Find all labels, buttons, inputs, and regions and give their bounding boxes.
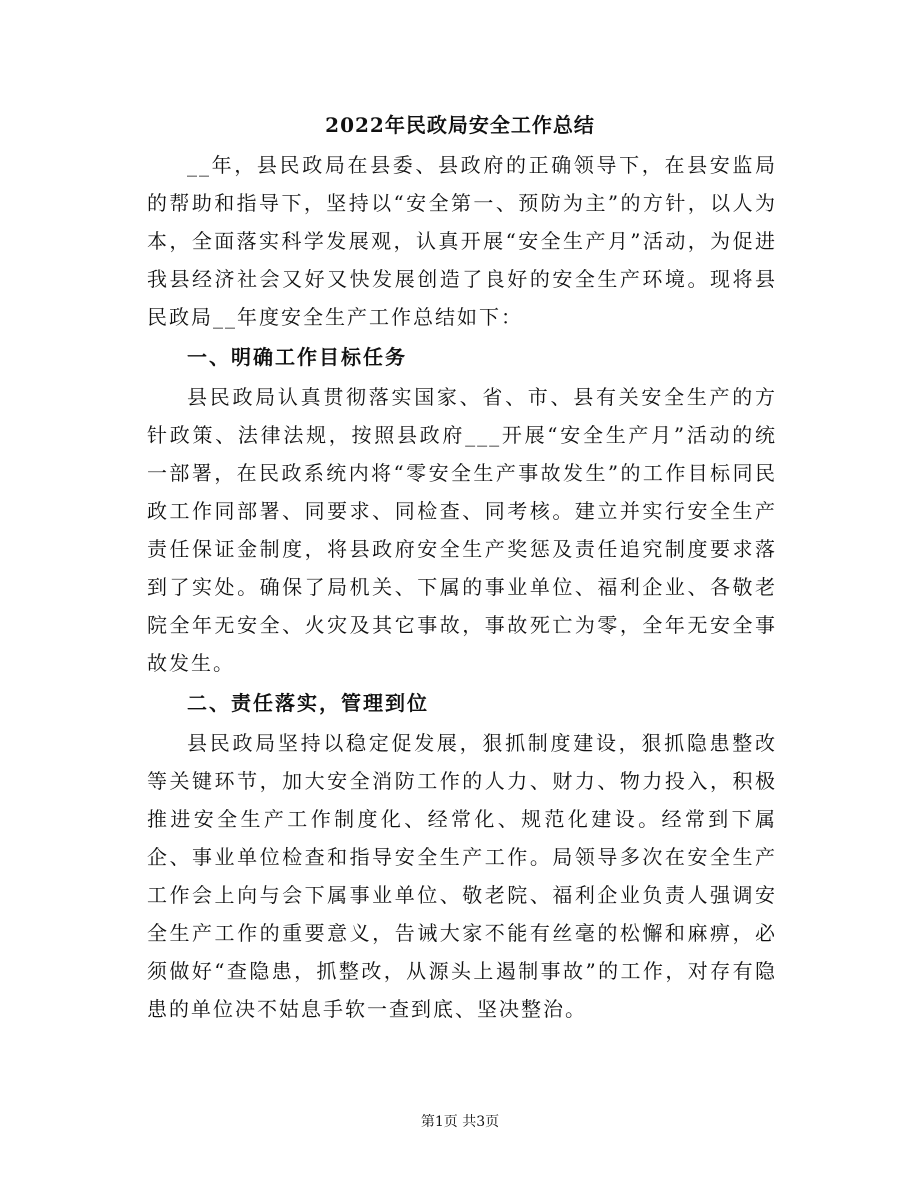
- section-heading-2: 二、责任落实，管理到位: [187, 691, 429, 715]
- document-body: [147, 146, 777, 1028]
- page-number-footer: 第1页 共3页: [420, 1114, 500, 1130]
- section-paragraph-2: 县民政局坚持以稳定促发展，狠抓制度建设，狠抓隐患整改等关键环节，加大安全消防工作的人力、财力、物力投入，积极推进安全生产工作制度化、经常化、规范化建设。经常到下属企、事业单位检查和指导安全生产工作。局领导多次在安全生产工作会上向与会下属事业单位、敬老院、福利企业负责人强调安全生产工作的重要意义，告诫大家不能有丝毫的松懈和麻痹，必须做好“查隐患，抓整改，从源头上遏制事故”的工作，对存有隐患的单位决不姑息手软一查到底、坚决整治。: [147, 731, 777, 1021]
- intro-paragraph: __年，县民政局在县委、县政府的正确领导下，在县安监局的帮助和指导下，坚持以“安全第一、预防为主”的方针，以人为本，全面落实科学发展观，认真开展“安全生产月”活动，为促进我县经济社会又好又快发展创造了良好的安全生产环境。现将县民政局__年度安全生产工作总结如下：: [147, 153, 777, 329]
- section-paragraph-1: 县民政局认真贯彻落实国家、省、市、县有关安全生产的方针政策、法律法规，按照县政府___开展“安全生产月”活动的统一部署，在民政系统内将“零安全生产事故发生”的工作目标同民政工作同部署、同要求、同检查、同考核。建立并实行安全生产责任保证金制度，将县政府安全生产奖惩及责任追究制度要求落到了实处。确保了局机关、下属的事业单位、福利企业、各敬老院全年无安全、火灾及其它事故，事故死亡为零，全年无安全事故发生。: [147, 385, 777, 675]
- section-heading-1: 一、明确工作目标任务: [187, 345, 407, 369]
- document-title: 2022年民政局安全工作总结: [325, 113, 595, 137]
